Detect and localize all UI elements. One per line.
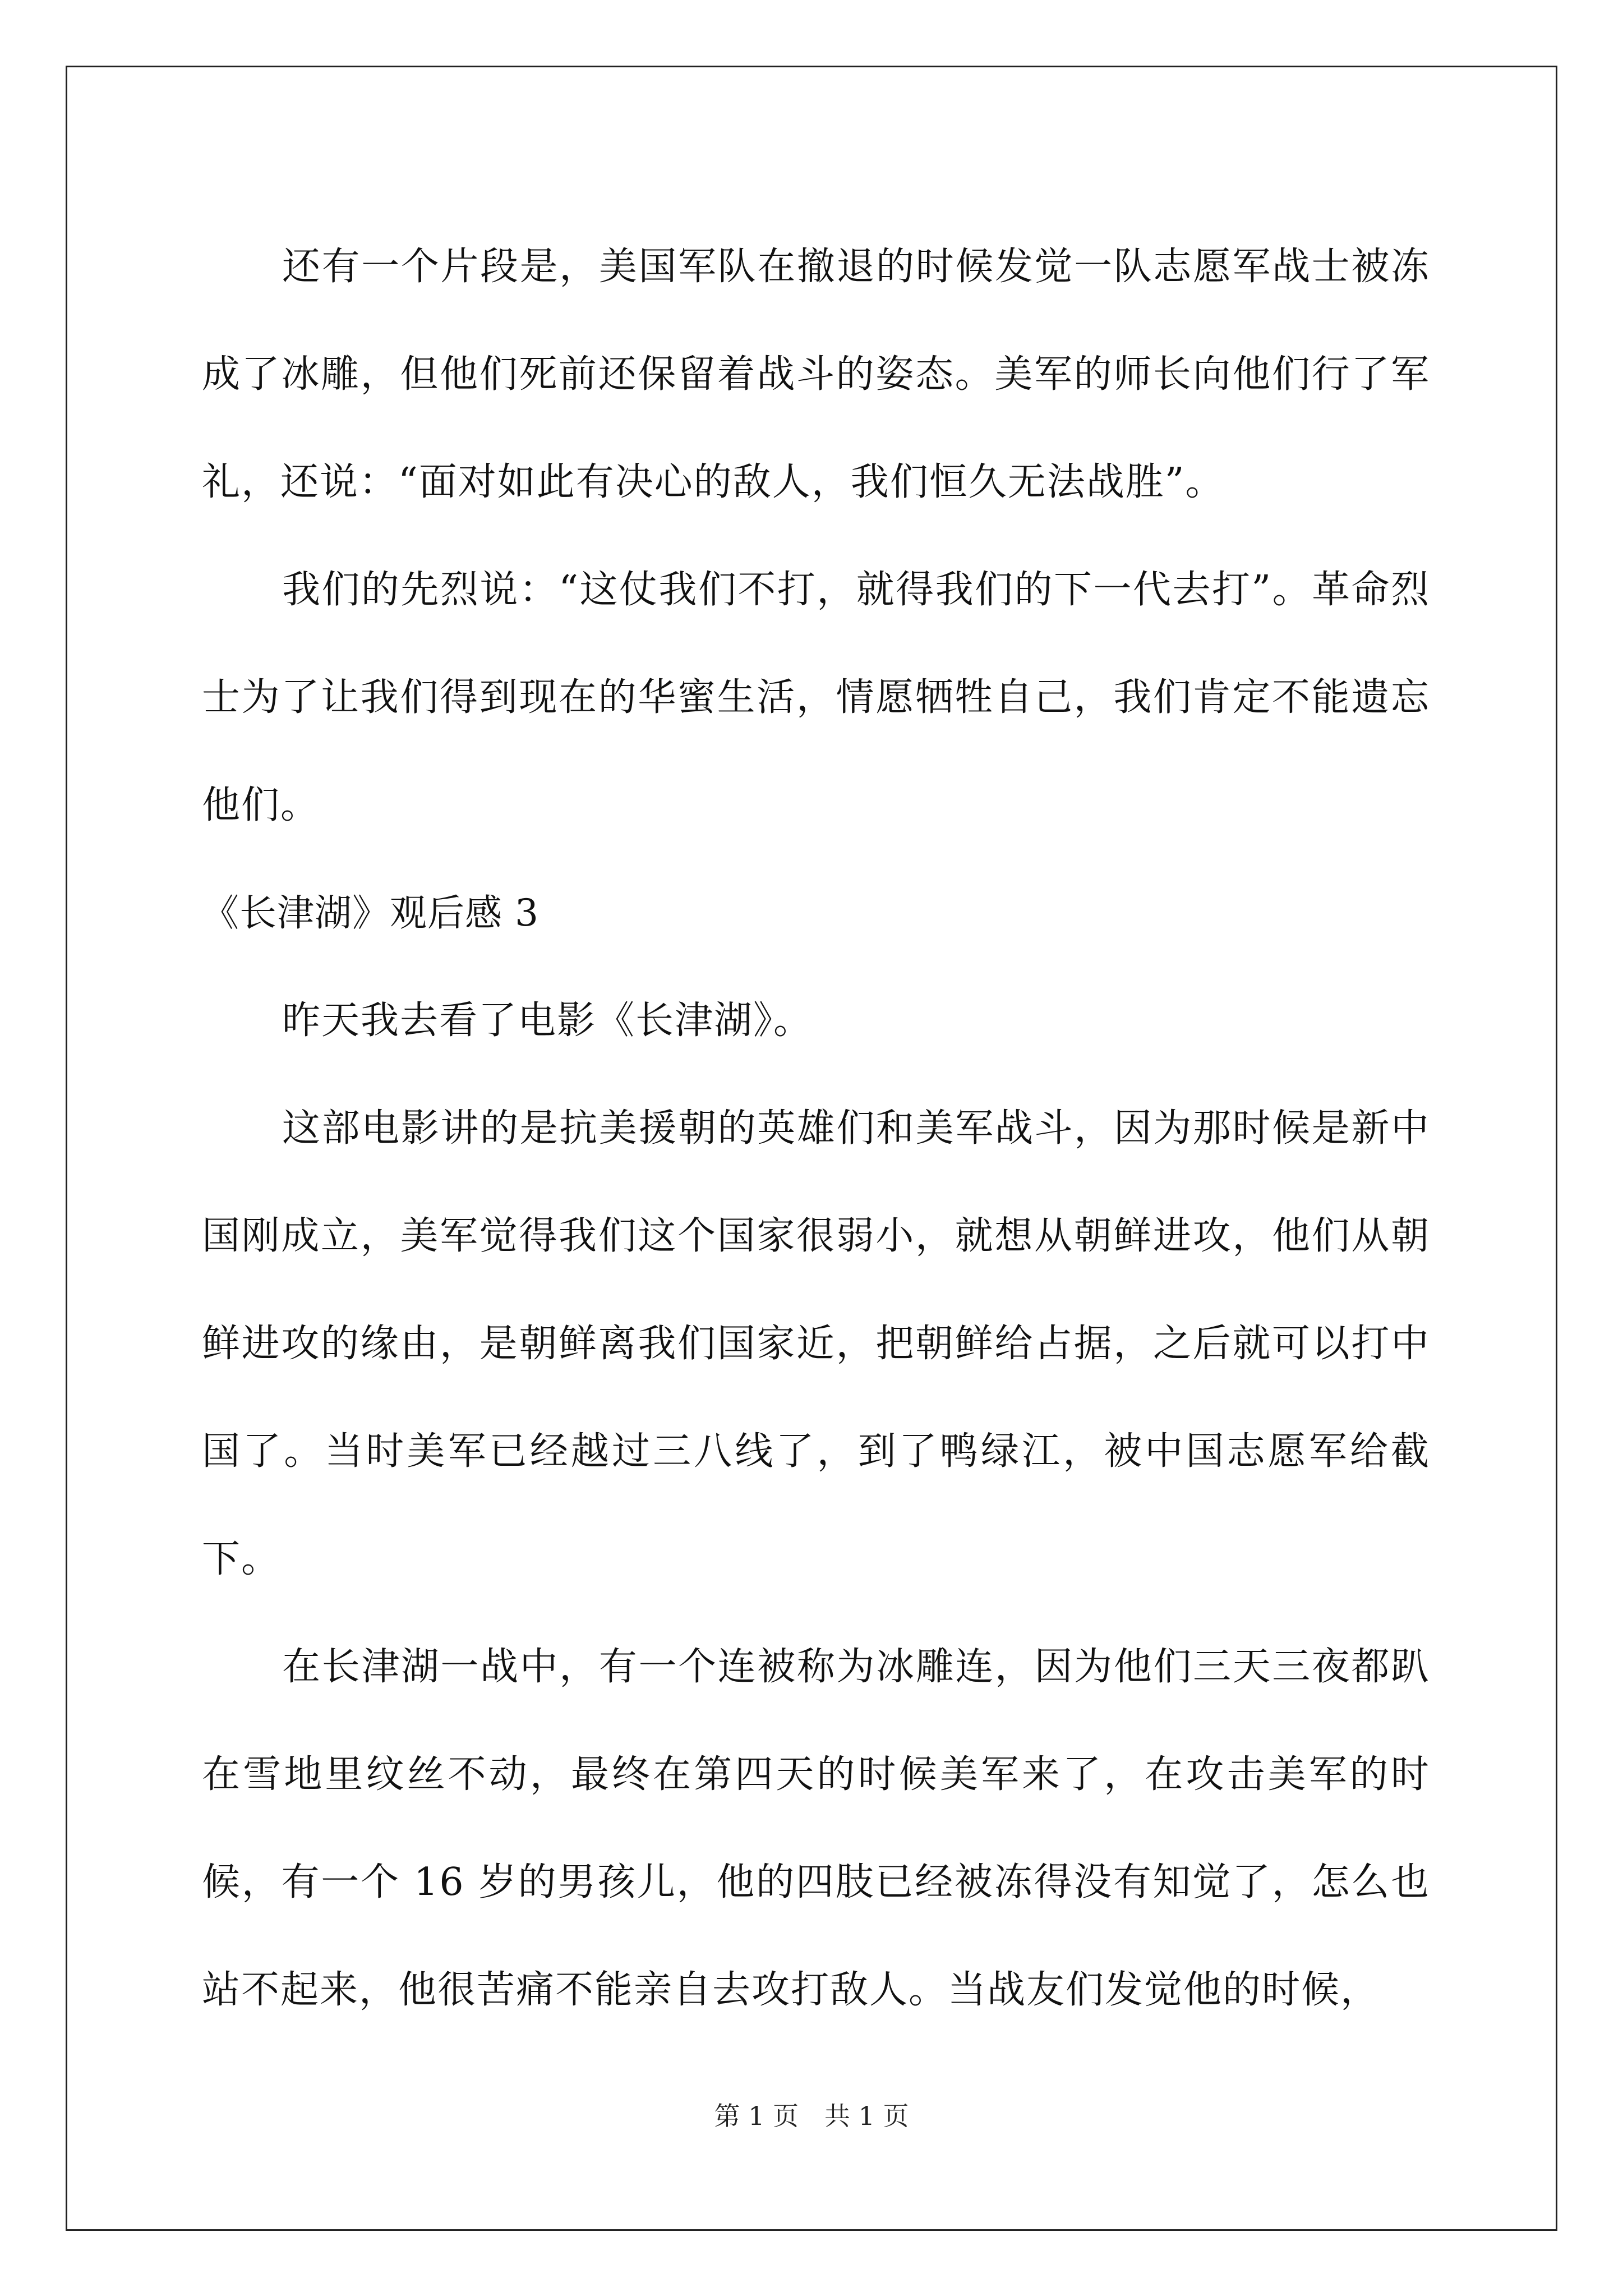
paragraph-ice-company: 在长津湖一战中，有一个连被称为冰雕连，因为他们三天三夜都趴在雪地里纹丝不动，最终在第四天的时候美军来了，在攻击美军的时候，有一个 16 岁的男孩儿，他的四肢已经被冻得没有知觉了，怎么也站不起来，他很苦痛不能亲自去攻打敌人。当战友们发觉他的时候， [202, 1645, 1430, 2012]
paragraph-martyrs-quote: 我们的先烈说：“这仗我们不打，就得我们的下一代去打”。革命烈士为了让我们得到现在的华蜜生活，情愿牺牲自己，我们肯定不能遗忘他们。 [202, 568, 1430, 827]
paragraph-statue-fragment: 还有一个片段是，美国军队在撤退的时候发觉一队志愿军战士被冻成了冰雕，但他们死前还保留着战斗的姿态。美军的师长向他们行了军礼，还说：“面对如此有决心的敌人，我们恒久无法战胜”。 [202, 245, 1430, 504]
page-number-footer: 第 1 页 共 1 页 [714, 2101, 909, 2131]
paragraph-movie-story: 这部电影讲的是抗美援朝的英雄们和美军战斗，因为那时候是新中国刚成立，美军觉得我们这个国家很弱小，就想从朝鲜进攻，他们从朝鲜进攻的缘由，是朝鲜离我们国家近，把朝鲜给占据，之后就可以打中国了。当时美军已经越过三八线了，到了鸭绿江，被中国志愿军给截下。 [202, 1106, 1430, 1581]
paragraph-watched-movie: 昨天我去看了电影《长津湖》。 [282, 999, 813, 1043]
document-body [202, 213, 1430, 2044]
section-heading: 《长津湖》观后感 3 [202, 891, 539, 935]
